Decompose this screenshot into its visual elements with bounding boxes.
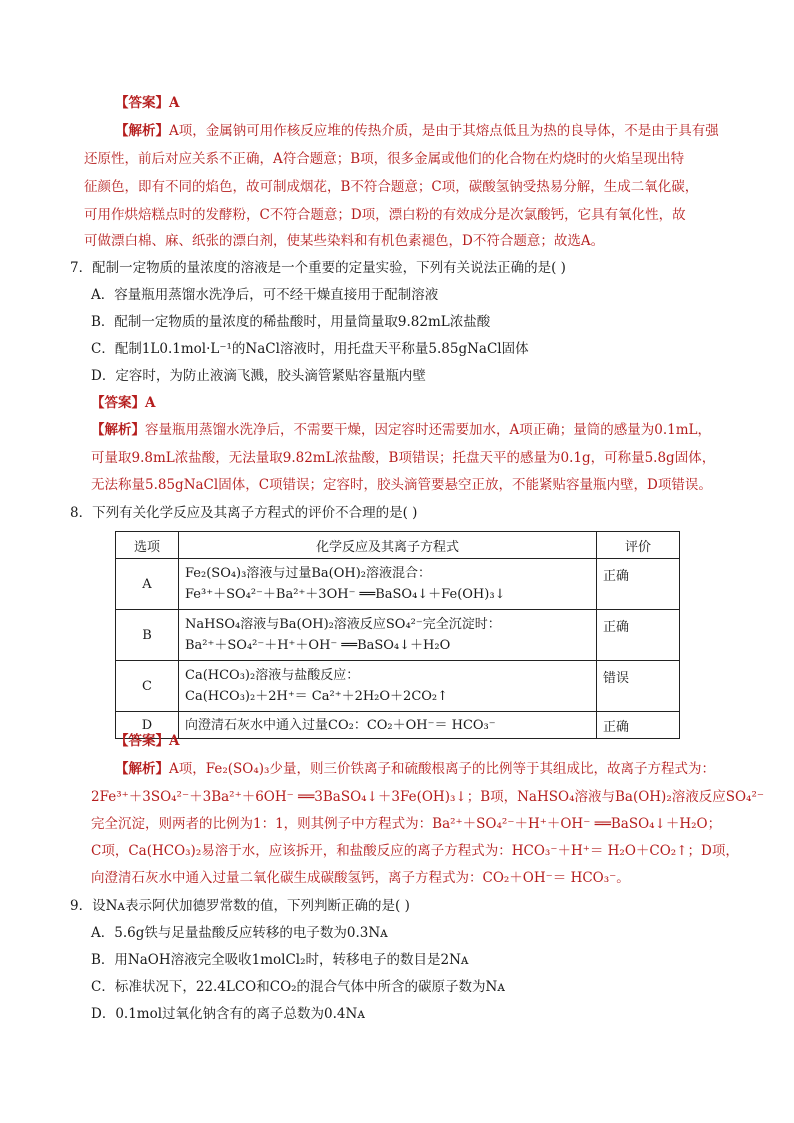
table-row bbox=[116, 712, 680, 739]
q6-answer bbox=[115, 93, 179, 113]
q8-answer bbox=[115, 731, 179, 751]
q9-option-a: A．5.6g铁与足量盐酸反应转移的电子数为0.3Nᴀ bbox=[91, 925, 388, 941]
answer-label: 【答案】 bbox=[115, 95, 169, 111]
q7-analysis-line-2: 可量取9.8mL浓盐酸，无法量取9.82mL浓盐酸，B项错误；托盘天平的感量为0.1g，可称量5.8g固体， bbox=[91, 450, 716, 466]
q9-option-c: C．标准状况下，22.4LCO和CO₂的混合气体中所含的碳原子数为Nᴀ bbox=[91, 979, 505, 995]
q8-analysis-line-5: 向澄清石灰水中通入过量二氧化碳生成碳酸氢钙，离子方程式为：CO₂＋OH⁻＝ HCO₃⁻。 bbox=[91, 870, 630, 886]
answer-value: A bbox=[169, 95, 180, 111]
table-row bbox=[116, 610, 680, 661]
q7-option-b: B．配制一定物质的量浓度的稀盐酸时，用量筒量取9.82mL浓盐酸 bbox=[91, 314, 491, 330]
table-cell-reaction: Fe₂(SO₄)₃溶液与过量Ba(OH)₂溶液混合： Fe³⁺＋SO₄²⁻＋Ba²⁺＋3OH⁻ ══BaSO₄↓＋Fe(OH)₃↓ bbox=[179, 559, 597, 610]
q9-stem: 9．设Nᴀ表示阿伏加德罗常数的值，下列判断正确的是( ) bbox=[70, 898, 410, 914]
answer-label: 【答案】 bbox=[115, 733, 169, 749]
q8-analysis-line-1: 【解析】A项，Fe₂(SO₄)₃少量，则三价铁离子和硫酸根离子的比例等于其组成比，故离子方程式为： bbox=[115, 761, 715, 777]
q7-answer bbox=[91, 393, 155, 413]
q6-analysis-line-1: 【解析】A项，金属钠可用作核反应堆的传热介质，是由于其熔点低且为热的良导体，不是由于具有强 bbox=[115, 123, 719, 139]
q8-analysis-line-4: C项，Ca(HCO₃)₂易溶于水，应该拆开，和盐酸反应的离子方程式为：HCO₃⁻＋H⁺＝ H₂O＋CO₂↑；D项， bbox=[91, 843, 739, 859]
answer-label: 【答案】 bbox=[91, 395, 145, 411]
analysis-label: 【解析】 bbox=[115, 123, 169, 139]
answer-value: A bbox=[169, 733, 180, 749]
table-header: 选项 bbox=[116, 532, 179, 559]
table-row bbox=[116, 559, 680, 610]
table-header: 评价 bbox=[597, 532, 680, 559]
table-cell-reaction: 向澄清石灰水中通入过量CO₂：CO₂＋OH⁻＝ HCO₃⁻ bbox=[179, 712, 597, 739]
table-cell-option: A bbox=[116, 559, 179, 610]
table-cell-option: C bbox=[116, 661, 179, 712]
table-header-row bbox=[116, 532, 680, 559]
q6-analysis-line-4: 可用作烘焙糕点时的发酵粉，C不符合题意；D项，漂白粉的有效成分是次氯酸钙，它具有氧化性，故 bbox=[84, 207, 686, 223]
q9-option-d: D．0.1mol过氧化钠含有的离子总数为0.4Nᴀ bbox=[91, 1006, 365, 1022]
analysis-label: 【解析】 bbox=[115, 761, 169, 777]
answer-value: A bbox=[145, 395, 156, 411]
q8-stem: 8．下列有关化学反应及其离子方程式的评价不合理的是( ) bbox=[70, 505, 418, 521]
q9-option-b: B．用NaOH溶液完全吸收1molCl₂时，转移电子的数目是2Nᴀ bbox=[91, 952, 469, 968]
q6-analysis-line-5: 可做漂白棉、麻、纸张的漂白剂，使某些染料和有机色素褪色，D不符合题意；故选A。 bbox=[84, 233, 605, 249]
q7-option-c: C．配制1L0.1mol·L⁻¹的NaCl溶液时，用托盘天平称量5.85gNaCl固体 bbox=[91, 341, 529, 357]
q8-analysis-line-2: 2Fe³⁺＋3SO₄²⁻＋3Ba²⁺＋6OH⁻ ══3BaSO₄↓＋3Fe(OH)₃↓；B项，NaHSO₄溶液与Ba(OH)₂溶液反应SO₄²⁻ bbox=[91, 789, 765, 805]
q7-stem: 7．配制一定物质的量浓度的溶液是一个重要的定量实验，下列有关说法正确的是( ) bbox=[70, 260, 566, 276]
q8-analysis-line-3: 完全沉淀，则两者的比例为1：1，则其例子中方程式为：Ba²⁺＋SO₄²⁻＋H⁺＋OH⁻ ══BaSO₄↓＋H₂O； bbox=[91, 816, 722, 832]
q7-option-a: A．容量瓶用蒸馏水洗净后，可不经干燥直接用于配制溶液 bbox=[91, 287, 439, 303]
table-cell-option: D bbox=[116, 712, 179, 739]
table-cell-eval: 正确 bbox=[597, 712, 680, 739]
q7-analysis-line-3: 无法称量5.85gNaCl固体，C项错误；定容时，胶头滴管要悬空正放，不能紧贴容量瓶内壁，D项错误。 bbox=[91, 477, 712, 493]
table-cell-option: B bbox=[116, 610, 179, 661]
table-cell-reaction: NaHSO₄溶液与Ba(OH)₂溶液反应SO₄²⁻完全沉淀时： Ba²⁺＋SO₄²⁻＋H⁺＋OH⁻ ══BaSO₄↓＋H₂O bbox=[179, 610, 597, 661]
table-header: 化学反应及其离子方程式 bbox=[179, 532, 597, 559]
evaluation-table bbox=[115, 531, 680, 739]
q6-analysis-line-3: 征颜色，即有不同的焰色，故可制成烟花，B不符合题意；C项，碳酸氢钠受热易分解，生成二氧化碳， bbox=[84, 179, 699, 195]
table-row bbox=[116, 661, 680, 712]
analysis-label: 【解析】 bbox=[91, 422, 145, 438]
q7-analysis-line-1: 【解析】容量瓶用蒸馏水洗净后，不需要干燥，因定容时还需要加水，A项正确；量筒的感量为0.1mL， bbox=[91, 422, 711, 438]
q6-analysis-line-2: 还原性，前后对应关系不正确，A符合题意；B项，很多金属或他们的化合物在灼烧时的火焰呈现出特 bbox=[84, 151, 685, 167]
table-cell-eval: 正确 bbox=[597, 559, 680, 610]
table-cell-reaction: Ca(HCO₃)₂溶液与盐酸反应： Ca(HCO₃)₂＋2H⁺＝ Ca²⁺＋2H₂O＋2CO₂↑ bbox=[179, 661, 597, 712]
table-cell-eval: 错误 bbox=[597, 661, 680, 712]
table-cell-eval: 正确 bbox=[597, 610, 680, 661]
q7-option-d: D．定容时，为防止液滴飞溅，胶头滴管紧贴容量瓶内壁 bbox=[91, 368, 426, 384]
